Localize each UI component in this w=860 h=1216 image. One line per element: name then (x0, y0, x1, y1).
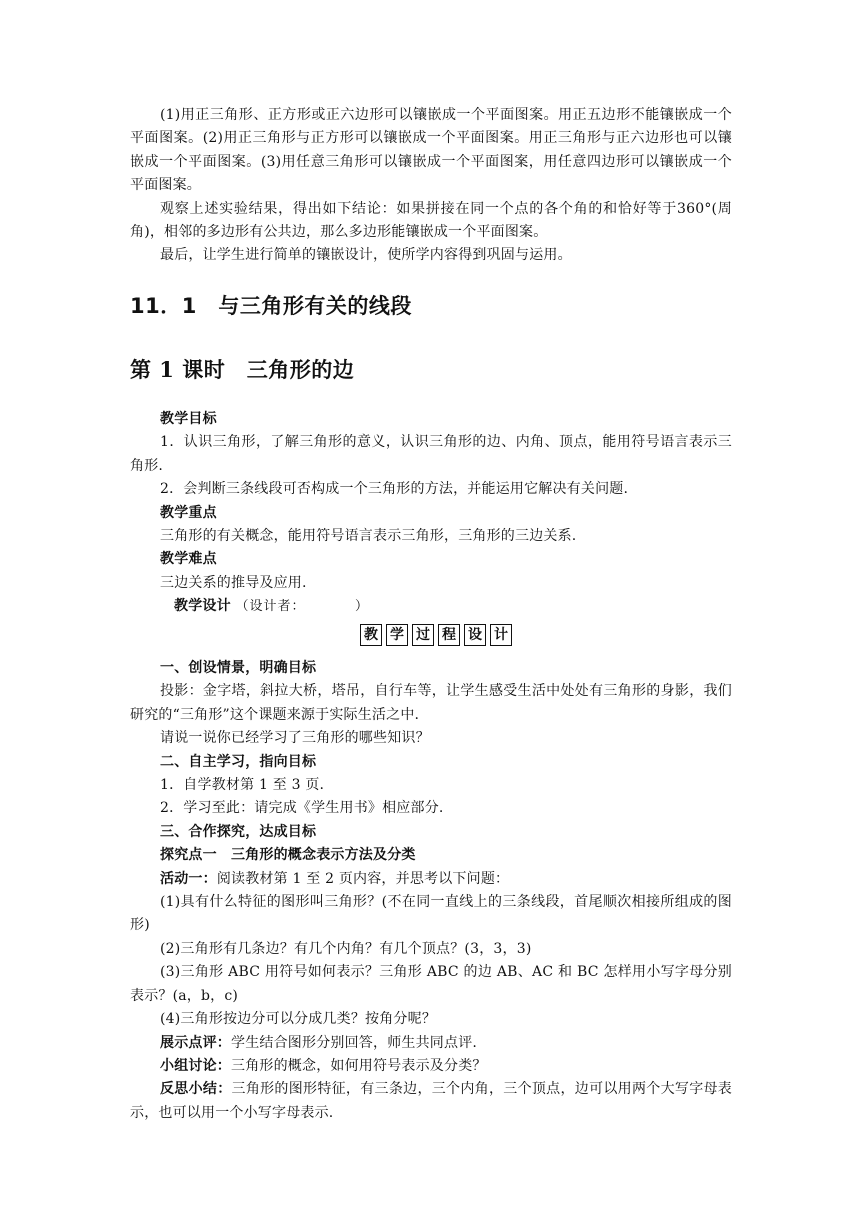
reflection-summary-line (130, 1078, 732, 1125)
objectives-heading: 教学目标 (160, 411, 217, 427)
difficulties-text: 三边关系的推导及应用. (160, 574, 307, 591)
intro-block (130, 104, 732, 268)
group-discussion-text: 三角形的概念，如何用符号表示及分类？ (231, 1057, 487, 1074)
explore-point-heading: 探究点一 三角形的概念表示方法及分类 (160, 847, 416, 864)
activity-label: 活动一： (160, 870, 217, 887)
lesson-title: 第 1 课时 三角形的边 (130, 357, 355, 382)
part3-heading: 三、合作探究，达成目标 (160, 823, 317, 840)
question-2: (2)三角形有几条边？有几个内角？有几个顶点？(3，3，3) (160, 940, 532, 957)
process-block (130, 657, 732, 1125)
difficulties-heading: 教学难点 (160, 551, 217, 568)
part1-paragraph-1: 投影：金字塔，斜拉大桥，塔吊，自行车等，让学生感受生活中处处有三角形的身影，我们研究的“三角形”这个课题来源于实际生活之中. (130, 683, 732, 723)
banner-char: 设 (464, 624, 486, 646)
activity-text: 阅读教材第 1 至 2 页内容，并思考以下问题： (216, 870, 510, 887)
reflection-summary-text: 三角形的图形特征，有三条边，三个内角，三个顶点，边可以用两个大写字母表示，也可以用一个小写字母表示. (130, 1081, 733, 1121)
show-review-line (130, 1032, 732, 1055)
part2-heading: 二、自主学习，指向目标 (160, 753, 317, 770)
reflection-summary-label: 反思小结： (160, 1081, 232, 1098)
show-review-text: 学生结合图形分别回答，师生共同点评. (231, 1034, 478, 1051)
banner-char: 教 (360, 624, 382, 646)
part1-paragraph-2: 请说一说你已经学习了三角形的哪些知识？ (160, 730, 430, 747)
designer-field: （设计者： ） (235, 599, 369, 615)
activity-line (130, 868, 732, 891)
group-discussion-label: 小组讨论： (160, 1057, 231, 1074)
objectives-block (130, 408, 732, 619)
question-3: (3)三角形 ABC 用符号如何表示？三角形 ABC 的边 AB、AC 和 BC 怎样用小写字母分别表示？(a，b，c) (130, 964, 732, 1004)
objective-item-1: 1．认识三角形，了解三角形的意义，认识三角形的边、内角、顶点，能用符号语言表示三角形. (130, 434, 732, 474)
banner-char: 程 (438, 624, 460, 646)
intro-paragraph-2: 观察上述实验结果，得出如下结论：如果拼接在同一个点的各个角的和恰好等于360°(周角)，相邻的多边形有公共边，那么多边形能镶嵌成一个平面图案。 (130, 200, 732, 241)
question-4: (4)三角形按边分可以分成几类？按角分呢？ (160, 1011, 437, 1028)
part1-heading: 一、创设情景，明确目标 (160, 660, 317, 676)
banner-char: 过 (412, 624, 434, 646)
part2-item-1: 1．自学教材第 1 至 3 页. (160, 777, 325, 794)
key-points-heading: 教学重点 (160, 504, 217, 521)
key-points-text: 三角形的有关概念，能用符号语言表示三角形，三角形的三边关系. (160, 528, 577, 545)
part2-item-2: 2．学习至此：请完成《学生用书》相应部分. (160, 800, 444, 817)
banner-char: 计 (490, 624, 512, 646)
design-line (130, 595, 732, 618)
banner-char: 学 (386, 624, 408, 646)
design-label: 教学设计 (174, 598, 231, 615)
process-design-banner (360, 624, 512, 646)
group-discussion-line (130, 1055, 732, 1078)
show-review-label: 展示点评： (160, 1034, 231, 1051)
intro-paragraph-3: 最后，让学生进行简单的镶嵌设计，使所学内容得到巩固与运用。 (160, 247, 572, 264)
objective-item-2: 2．会判断三条线段可否构成一个三角形的方法，并能运用它解决有关问题. (160, 481, 629, 498)
question-1: (1)具有什么特征的图形叫三角形？(不在同一直线上的三条线段，首尾顺次相接所组成的图形) (130, 894, 732, 934)
section-title: 11．1 与三角形有关的线段 (130, 294, 412, 318)
intro-paragraph-1: (1)用正三角形、正方形或正六边形可以镶嵌成一个平面图案。用正五边形不能镶嵌成一个平面图案。(2)用正三角形与正方形可以镶嵌成一个平面图案。用正三角形与正六边形也可以镶嵌成一个平面图案。(3)用任意三角形可以镶嵌成一个平面图案，用任意四边形可以镶嵌成一个平面图案。 (130, 107, 732, 194)
